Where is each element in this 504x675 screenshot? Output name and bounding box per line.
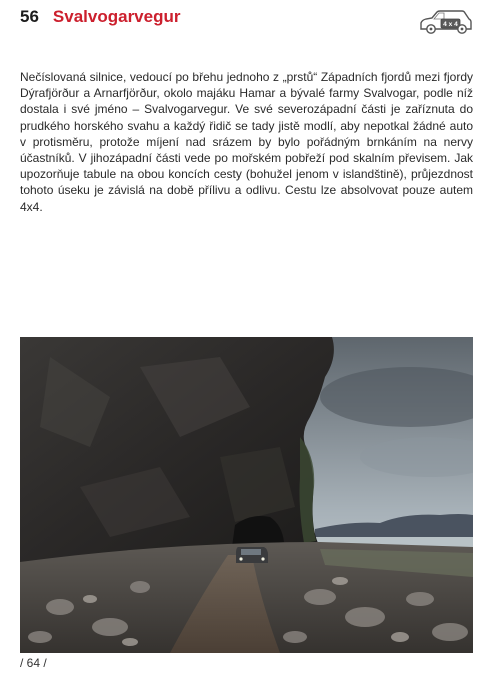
route-title: Svalvogarvegur xyxy=(52,7,181,26)
page-header xyxy=(20,7,180,31)
badge-label: 4 x 4 xyxy=(443,21,458,29)
route-photo xyxy=(20,337,473,653)
page-number: / 64 / xyxy=(20,656,47,670)
car-4x4-icon xyxy=(418,8,474,36)
route-description: Nečíslovaná silnice, vedoucí po břehu jednoho z „prstů“ Západních fjordů mezi fjordy Dýrafjörður a Arnarfjörður, okolo majáku Hamar a bývalé farmy Svalvogar, podle níž dostala i své jméno – Svalvogarvegur. Ve své severozápadní části je zaříznuta do prudkého horského svahu a každý řidič se tady jistě modlí, aby nepotkal žádné auto v protisměru, protože míjení nad srázem by bylo pořádným brnkáním na nervy účastníků. V jihozápadní části vede po mořském pobřeží pod skalním převisem. Jak upozorňuje tabule na obou koncích cesty (bohužel jenom v islandštině), průjezdnost tohoto úseku je závislá na době přílivu a odlivu. Cestu lze absolvovat pouze autem 4x4. xyxy=(20,70,473,214)
route-number: 56 xyxy=(20,7,39,26)
